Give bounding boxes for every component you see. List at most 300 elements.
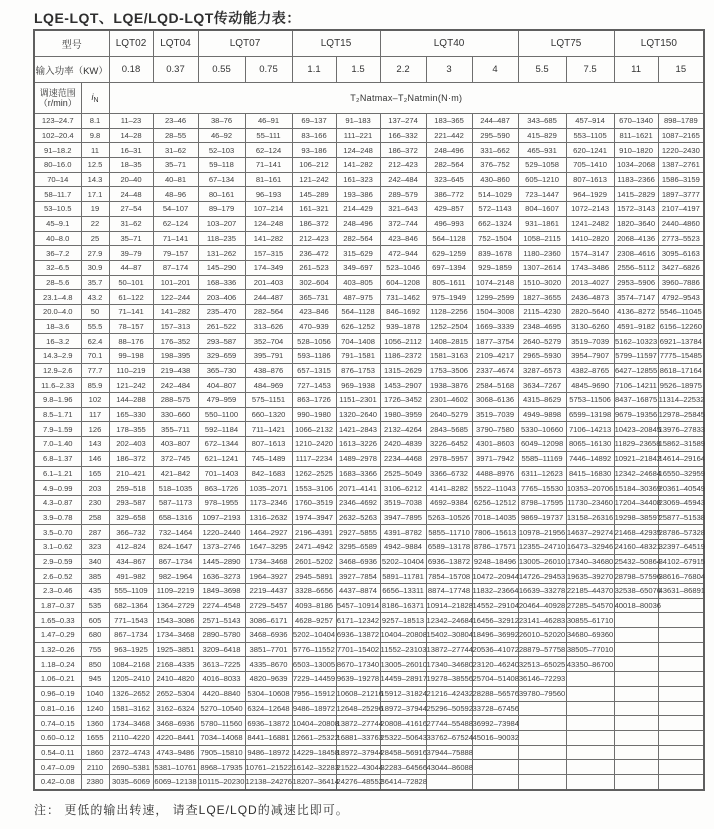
torque-cell: 1252–2504: [426, 319, 472, 334]
torque-cell: 2107–4197: [658, 202, 704, 217]
torque-cell: 3226–6452: [426, 437, 472, 452]
torque-cell: [614, 701, 658, 716]
torque-cell: 1320–2640: [336, 407, 380, 422]
torque-cell: 1034–2068: [614, 158, 658, 173]
torque-cell: 6427–12855: [614, 363, 658, 378]
torque-cell: 1210–2420: [292, 437, 336, 452]
torque-cell: [658, 672, 704, 687]
torque-cell: 176–352: [153, 334, 198, 349]
torque-cell: 17340–34680: [566, 554, 614, 569]
torque-cell: 212–423: [380, 158, 426, 173]
torque-cell: 289–579: [380, 187, 426, 202]
torque-cell: 219–438: [153, 363, 198, 378]
torque-cell: 244–487: [245, 290, 292, 305]
torque-cell: 50–101: [109, 275, 153, 290]
torque-cell: 731–1462: [380, 290, 426, 305]
torque-cell: 931–1861: [518, 216, 566, 231]
torque-cell: 4335–8670: [245, 657, 292, 672]
torque-cell: 7956–15912: [292, 686, 336, 701]
torque-cell: 2843–5685: [426, 422, 472, 437]
torque-cell: 25322–50643: [380, 730, 426, 745]
torque-cell: 4136–8272: [614, 304, 658, 319]
torque-cell: 2196–4391: [292, 525, 336, 540]
torque-cell: 6503–13005: [292, 657, 336, 672]
torque-cell: 1543–3086: [153, 613, 198, 628]
torque-cell: 1074–2148: [472, 275, 518, 290]
power-cell: 11: [614, 57, 658, 83]
torque-cell: 701–1403: [198, 466, 245, 481]
torque-cell: 727–1453: [292, 378, 336, 393]
table-row: [34, 231, 704, 246]
torque-cell: 18–35: [109, 158, 153, 173]
ratio-cell: 85.9: [81, 378, 109, 393]
torque-cell: 9257–18513: [380, 613, 426, 628]
table-row: [34, 466, 704, 481]
torque-cell: 1489–2978: [336, 451, 380, 466]
torque-cell: 4591–9182: [614, 319, 658, 334]
torque-cell: 121–242: [292, 172, 336, 187]
torque-cell: 8968–17935: [198, 760, 245, 775]
speed-range-cell: 40–8.0: [34, 231, 81, 246]
speed-range-cell: 3.1–0.62: [34, 539, 81, 554]
torque-cell: 20536–41072: [472, 642, 518, 657]
torque-cell: 1097–2193: [198, 510, 245, 525]
torque-cell: [658, 730, 704, 745]
torque-cell: 412–824: [109, 539, 153, 554]
torque-cell: 24160–48321: [614, 539, 658, 554]
torque-cell: 107–214: [245, 202, 292, 217]
ratio-label: i: [91, 92, 94, 102]
torque-cell: 1072–2143: [566, 202, 614, 217]
torque-cell: 193–386: [336, 187, 380, 202]
torque-cell: 2348–4695: [518, 319, 566, 334]
torque-cell: 45016–90032: [472, 730, 518, 745]
ratio-cell: 14.3: [81, 172, 109, 187]
capacity-table: [33, 29, 705, 791]
torque-cell: 963–1925: [109, 642, 153, 657]
torque-cell: 28458–56916: [380, 745, 426, 760]
model-cell-lqt40: LQT40: [380, 30, 518, 57]
speed-range-cell: 2.3–0.46: [34, 584, 81, 599]
torque-cell: 2420–4839: [380, 437, 426, 452]
torque-cell: 8798–17595: [518, 495, 566, 510]
torque-cell: 4949–9898: [518, 407, 566, 422]
torque-cell: [518, 716, 566, 731]
torque-cell: 141–282: [336, 158, 380, 173]
torque-cell: 564–1128: [336, 304, 380, 319]
torque-cell: [614, 716, 658, 731]
torque-cell: 13005–26010: [380, 657, 426, 672]
torque-cell: 10404–20808: [380, 628, 426, 643]
torque-cell: 2571–5143: [198, 613, 245, 628]
ratio-cell: 9.8: [81, 128, 109, 143]
speed-range-cell: 11.6–2.33: [34, 378, 81, 393]
torque-cell: [472, 745, 518, 760]
table-row: [34, 510, 704, 525]
torque-cell: 293–587: [109, 495, 153, 510]
torque-cell: 8786–17571: [472, 539, 518, 554]
torque-cell: 93–186: [292, 143, 336, 158]
torque-cell: 1183–2366: [614, 172, 658, 187]
torque-cell: 824–1647: [153, 539, 198, 554]
torque-cell: 101–201: [153, 275, 198, 290]
torque-cell: [518, 730, 566, 745]
torque-cell: 186–372: [292, 216, 336, 231]
torque-cell: 16456–32912: [472, 613, 518, 628]
speed-range-cell: 2.9–0.59: [34, 554, 81, 569]
torque-cell: 11–23: [109, 114, 153, 129]
torque-cell: [426, 774, 472, 789]
torque-cell: 910–1820: [614, 143, 658, 158]
torque-cell: 122–244: [153, 290, 198, 305]
torque-cell: 705–1410: [566, 158, 614, 173]
torque-cell: 487–975: [336, 290, 380, 305]
ratio-cell: 323: [81, 539, 109, 554]
table-row: [34, 334, 704, 349]
torque-cell: 3468–6936: [153, 716, 198, 731]
table-row: [34, 128, 704, 143]
torque-cell: 839–1678: [472, 246, 518, 261]
torque-cell: 4016–8033: [198, 672, 245, 687]
torque-cell: 110–219: [109, 363, 153, 378]
torque-cell: 99–198: [109, 349, 153, 364]
torque-cell: 78–157: [109, 319, 153, 334]
torque-cell: 421–842: [153, 466, 198, 481]
torque-cell: 7106–14211: [614, 378, 658, 393]
power-cell: 0.18: [109, 57, 153, 83]
torque-cell: 1421–2843: [336, 422, 380, 437]
power-cell: 0.55: [198, 57, 245, 83]
torque-cell: 2308–4616: [614, 246, 658, 261]
ratio-cell: 43.2: [81, 290, 109, 305]
torque-cell: 470–939: [292, 319, 336, 334]
torque-cell: 36992–73984: [472, 716, 518, 731]
torque-cell: 2773–5523: [658, 231, 704, 246]
torque-cell: 3468–6936: [336, 554, 380, 569]
torque-cell: 975–1949: [426, 290, 472, 305]
torque-cell: 1877–3754: [472, 334, 518, 349]
torque-cell: 293–587: [198, 334, 245, 349]
torque-cell: 352–704: [245, 334, 292, 349]
torque-cell: 331–662: [472, 143, 518, 158]
torque-cell: 13158–26316: [566, 510, 614, 525]
torque-cell: 704–1408: [336, 334, 380, 349]
torque-cell: 96–193: [245, 187, 292, 202]
torque-cell: [614, 745, 658, 760]
ratio-cell: 258: [81, 510, 109, 525]
speed-range-cell: 0.47–0.09: [34, 760, 81, 775]
torque-cell: 40018–80036: [614, 598, 658, 613]
torque-header-cell: T₂Natmax–T₂Natmin(N·m): [109, 83, 704, 114]
torque-cell: 5381–10761: [153, 760, 198, 775]
torque-cell: 11730–23460: [566, 495, 614, 510]
torque-cell: 7775–15485: [658, 349, 704, 364]
torque-cell: 32513–65025: [518, 657, 566, 672]
torque-cell: 496–993: [426, 216, 472, 231]
torque-cell: 1572–3143: [614, 202, 658, 217]
footer-note: 注： 更低的输出转速， 请查LQE/LQD的减速比即可。: [34, 803, 349, 817]
torque-cell: 479–959: [198, 393, 245, 408]
torque-cell: 2471–4942: [292, 539, 336, 554]
speed-range-cell: 7.9–1.59: [34, 422, 81, 437]
torque-cell: 807–1613: [245, 437, 292, 452]
torque-cell: 1683–3366: [336, 466, 380, 481]
torque-cell: 329–658: [109, 510, 153, 525]
torque-cell: 7034–14068: [198, 730, 245, 745]
torque-cell: 282–564: [245, 304, 292, 319]
torque-cell: 28798–57596: [614, 569, 658, 584]
table-row: [34, 598, 704, 613]
torque-cell: 214–429: [336, 202, 380, 217]
torque-cell: 15402–30804: [426, 628, 472, 643]
torque-cell: 3287–6573: [518, 363, 566, 378]
torque-cell: 2584–5168: [472, 378, 518, 393]
ratio-cell: 35.7: [81, 275, 109, 290]
torque-cell: 3209–6418: [198, 642, 245, 657]
torque-cell: 157–313: [153, 319, 198, 334]
torque-cell: 6936–13872: [336, 628, 380, 643]
torque-cell: 5585–11169: [518, 451, 566, 466]
torque-cell: 1173–2346: [245, 495, 292, 510]
torque-cell: [566, 774, 614, 789]
torque-cell: 10608–21216: [336, 686, 380, 701]
torque-cell: 528–1056: [292, 334, 336, 349]
torque-cell: 21216–42432: [426, 686, 472, 701]
speed-range-cell: 70–14: [34, 172, 81, 187]
torque-cell: [614, 628, 658, 643]
torque-cell: [658, 642, 704, 657]
torque-cell: 321–643: [380, 202, 426, 217]
torque-cell: 2945–5891: [292, 569, 336, 584]
torque-cell: 2071–4141: [336, 481, 380, 496]
torque-cell: 7854–15708: [426, 569, 472, 584]
torque-cell: 329–659: [198, 349, 245, 364]
torque-cell: 2525–5049: [380, 466, 426, 481]
speed-range-cell: 2.6–0.52: [34, 569, 81, 584]
torque-cell: 10978–21956: [518, 525, 566, 540]
torque-cell: 2927–5855: [336, 525, 380, 540]
torque-cell: 8437–16875: [614, 393, 658, 408]
torque-cell: 1753–3506: [426, 363, 472, 378]
table-header: [34, 30, 704, 114]
table-row: [34, 451, 704, 466]
torque-cell: 17204–34408: [614, 495, 658, 510]
torque-cell: 1613–3226: [336, 437, 380, 452]
speed-range-cell: 3.5–0.70: [34, 525, 81, 540]
torque-cell: 1415–2829: [614, 187, 658, 202]
torque-cell: 25432–50864: [614, 554, 658, 569]
torque-cell: 969–1938: [336, 378, 380, 393]
torque-cell: 514–1029: [472, 187, 518, 202]
torque-cell: 79–157: [153, 246, 198, 261]
ratio-cell: 435: [81, 584, 109, 599]
power-cell: 7.5: [566, 57, 614, 83]
torque-cell: 5457–10914: [336, 598, 380, 613]
torque-cell: 1980–3959: [380, 407, 426, 422]
ratio-cell: 11: [81, 143, 109, 158]
speed-range-cell: 1.32–0.26: [34, 642, 81, 657]
torque-cell: 34102–67915: [658, 554, 704, 569]
torque-cell: 1087–2165: [658, 128, 704, 143]
torque-cell: [518, 760, 566, 775]
torque-cell: 4820–9639: [245, 672, 292, 687]
speed-range-cell: 0.96–0.19: [34, 686, 81, 701]
ratio-cell: 117: [81, 407, 109, 422]
torque-cell: 1307–2614: [518, 260, 566, 275]
speed-range-cell: 45–9.1: [34, 216, 81, 231]
torque-cell: [658, 760, 704, 775]
torque-cell: 10914–21828: [426, 598, 472, 613]
torque-cell: 5855–11710: [426, 525, 472, 540]
ratio-cell: 535: [81, 598, 109, 613]
torque-cell: 1220–2430: [658, 143, 704, 158]
table-row: [34, 187, 704, 202]
torque-cell: [566, 686, 614, 701]
torque-cell: 438–876: [245, 363, 292, 378]
torque-cell: 178–355: [109, 422, 153, 437]
torque-cell: 620–1241: [566, 143, 614, 158]
table-row: [34, 642, 704, 657]
torque-cell: [614, 760, 658, 775]
torque-cell: 39780–79560: [518, 686, 566, 701]
torque-cell: 1581–3162: [109, 701, 153, 716]
torque-cell: 71–141: [245, 158, 292, 173]
power-cell: 3: [426, 57, 472, 83]
torque-cell: [658, 628, 704, 643]
table-row: [34, 290, 704, 305]
torque-cell: 16–31: [109, 143, 153, 158]
torque-cell: 5330–10660: [518, 422, 566, 437]
torque-cell: [614, 657, 658, 672]
torque-cell: 35–71: [153, 158, 198, 173]
torque-cell: 34680–69360: [566, 628, 614, 643]
torque-cell: 10353–20706: [566, 481, 614, 496]
torque-cell: 978–1955: [198, 495, 245, 510]
torque-cell: 52–103: [198, 143, 245, 158]
torque-cell: 672–1344: [198, 437, 245, 452]
torque-cell: 6936–13872: [426, 554, 472, 569]
power-cell: 1.5: [336, 57, 380, 83]
torque-cell: 2965–5930: [518, 349, 566, 364]
torque-cell: 15862–31589: [658, 437, 704, 452]
speed-range-cell: 1.87–0.37: [34, 598, 81, 613]
torque-cell: [614, 686, 658, 701]
torque-cell: 1128–2256: [426, 304, 472, 319]
speed-range-cell: 0.81–0.16: [34, 701, 81, 716]
torque-cell: 39–79: [109, 246, 153, 261]
torque-cell: 1109–2219: [153, 584, 198, 599]
torque-cell: 3954–7907: [566, 349, 614, 364]
torque-cell: 6599–13198: [566, 407, 614, 422]
table-row: [34, 422, 704, 437]
torque-cell: 1299–2599: [472, 290, 518, 305]
torque-cell: 161–321: [292, 202, 336, 217]
torque-cell: 2372–4743: [109, 745, 153, 760]
torque-cell: 593–1186: [292, 349, 336, 364]
torque-cell: 5202–10404: [380, 554, 426, 569]
torque-cell: 6171–12342: [336, 613, 380, 628]
torque-cell: 1373–2746: [198, 539, 245, 554]
torque-cell: 4437–8874: [336, 584, 380, 599]
torque-cell: [658, 774, 704, 789]
torque-cell: 10423–20845: [614, 422, 658, 437]
table-row: [34, 760, 704, 775]
speed-range-unit: （r/min）: [38, 98, 77, 108]
torque-cell: 202–403: [109, 437, 153, 452]
torque-cell: 14637–29274: [566, 525, 614, 540]
table-row: [34, 407, 704, 422]
torque-cell: 24–48: [109, 187, 153, 202]
speed-range-cell: 12.9–2.6: [34, 363, 81, 378]
torque-cell: 1574–3147: [566, 246, 614, 261]
torque-cell: 198–395: [153, 349, 198, 364]
torque-cell: [566, 730, 614, 745]
torque-cell: 12355–24710: [518, 539, 566, 554]
table-row: [34, 774, 704, 789]
torque-cell: 33762–67524: [426, 730, 472, 745]
torque-cell: 43631–86891: [658, 584, 704, 599]
torque-cell: 3468–6936: [245, 628, 292, 643]
torque-cell: 929–1859: [472, 260, 518, 275]
table-row: [34, 686, 704, 701]
torque-cell: 7229–14459: [292, 672, 336, 687]
torque-cell: [566, 672, 614, 687]
ratio-cell: 62.4: [81, 334, 109, 349]
torque-cell: 4628–9257: [292, 613, 336, 628]
torque-cell: 3790–7580: [472, 422, 518, 437]
torque-cell: 54–107: [153, 202, 198, 217]
torque-cell: 1743–3486: [566, 260, 614, 275]
ratio-cell: 102: [81, 393, 109, 408]
torque-cell: 472–944: [380, 246, 426, 261]
torque-cell: 592–1184: [198, 422, 245, 437]
ratio-cell: 385: [81, 569, 109, 584]
torque-cell: 161–323: [336, 172, 380, 187]
torque-cell: 9248–18496: [472, 554, 518, 569]
torque-cell: 4420–8840: [198, 686, 245, 701]
torque-cell: 141–282: [153, 304, 198, 319]
torque-cell: 27744–55488: [426, 716, 472, 731]
torque-cell: 791–1581: [336, 349, 380, 364]
model-label-cell: 型号: [34, 30, 109, 57]
torque-cell: 12342–24684: [614, 466, 658, 481]
speed-range-cell: 58–11.7: [34, 187, 81, 202]
torque-cell: 732–1464: [153, 525, 198, 540]
table-row: [34, 260, 704, 275]
torque-cell: 13976–27833: [658, 422, 704, 437]
torque-cell: 87–174: [153, 260, 198, 275]
torque-cell: 5162–10323: [614, 334, 658, 349]
torque-cell: 2690–5381: [109, 760, 153, 775]
torque-cell: 2234–4468: [380, 451, 426, 466]
table-row: [34, 158, 704, 173]
torque-cell: 28288–56576: [472, 686, 518, 701]
torque-cell: 9486–18972: [245, 745, 292, 760]
power-cell: 2.2: [380, 57, 426, 83]
torque-cell: 4093–8186: [292, 598, 336, 613]
torque-cell: 330–660: [153, 407, 198, 422]
ratio-cell: 143: [81, 437, 109, 452]
table-row: [34, 584, 704, 599]
ratio-cell: 27.9: [81, 246, 109, 261]
torque-cell: 14726–29453: [518, 569, 566, 584]
torque-cell: 1445–2890: [198, 554, 245, 569]
torque-cell: 8874–17748: [426, 584, 472, 599]
torque-cell: 553–1105: [566, 128, 614, 143]
torque-cell: 141–282: [245, 231, 292, 246]
table-row: [34, 319, 704, 334]
torque-cell: 11829–23658: [614, 437, 658, 452]
